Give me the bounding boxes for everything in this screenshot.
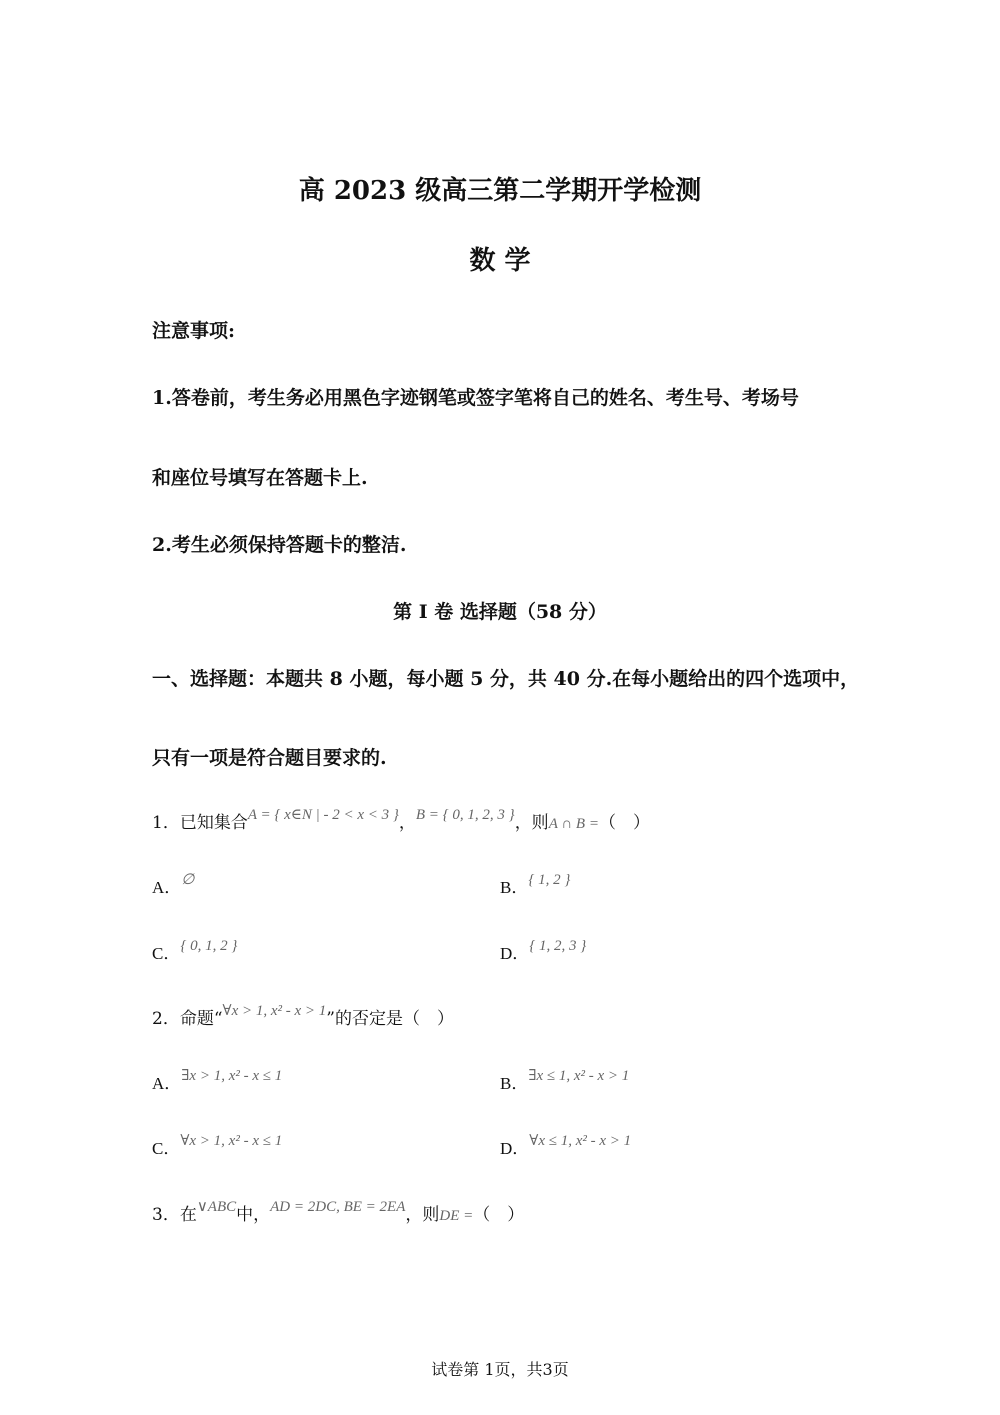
option-value: ∃x ≤ 1, x² - x > 1 (528, 1068, 630, 1084)
option-label: B． (500, 1074, 529, 1093)
section-title: 第 I 卷 选择题（58 分） (393, 601, 607, 623)
option-label: C． (152, 944, 181, 963)
option-value: { 0, 1, 2 } (180, 938, 238, 954)
question-1-then: ，则 (514, 813, 549, 833)
proposition-formula: ∀x > 1, x² - x > 1 (222, 1003, 327, 1019)
question-2 (152, 1004, 454, 1029)
set-a-formula: A = { x∈N | - 2 < x < 3 } (247, 807, 399, 823)
notice-line-2: 和座位号填写在答题卡上. (152, 467, 368, 489)
q1-option-d (500, 939, 586, 964)
option-value: ∅ (181, 872, 195, 888)
q2-option-c (152, 1134, 282, 1159)
option-value: ∃x > 1, x² - x ≤ 1 (181, 1068, 283, 1084)
q2-option-a (152, 1069, 282, 1094)
notice-line-1: 1.答卷前，考生务必用黑色字迹钢笔或签字笔将自己的姓名、考生号、考场号 (152, 387, 799, 409)
question-2-suffix: ”的否定是（ ） (326, 1009, 454, 1029)
option-label: B． (500, 878, 529, 897)
condition-formula: AD = 2DC, BE = 2EA (270, 1199, 406, 1215)
question-3-prefix: 3．在 (152, 1205, 197, 1225)
question-3-then: ，则 (405, 1205, 440, 1225)
vector-formula: DE = (439, 1208, 474, 1224)
question-1-paren: （ ） (598, 813, 650, 833)
notice-line-3: 2.考生必须保持答题卡的整洁. (152, 534, 407, 556)
question-3-mid: 中， (236, 1205, 271, 1225)
notice-heading: 注意事项: (152, 320, 236, 342)
question-1-prefix: 1．已知集合 (152, 813, 248, 833)
exam-title: 高 2023 级高三第二学期开学检测 (298, 176, 702, 206)
q2-option-d (500, 1134, 631, 1159)
intersection-formula: A ∩ B = (548, 816, 599, 832)
subject-title: 数 学 (469, 246, 531, 276)
option-value: { 1, 2 } (528, 872, 571, 888)
triangle-formula: ∨ABC (196, 1199, 237, 1215)
q1-option-a (152, 873, 194, 898)
question-3-paren: （ ） (473, 1205, 525, 1225)
q1-option-b (500, 873, 570, 898)
question-1 (152, 808, 650, 833)
q1-option-c (152, 939, 237, 964)
option-value: { 1, 2, 3 } (529, 938, 587, 954)
option-value: ∀x ≤ 1, x² - x > 1 (529, 1133, 632, 1149)
q2-option-b (500, 1069, 629, 1094)
option-label: A． (152, 1074, 182, 1093)
section-instruction-2: 只有一项是符合题目要求的. (152, 747, 387, 769)
set-b-formula: B = { 0, 1, 2, 3 } (415, 807, 515, 823)
option-label: D． (500, 1139, 530, 1158)
option-label: D． (500, 944, 530, 963)
question-1-comma: ， (398, 813, 416, 833)
section-instruction-1: 一、选择题：本题共 8 小题，每小题 5 分，共 40 分.在每小题给出的四个选项中， (152, 668, 860, 690)
option-label: C． (152, 1139, 181, 1158)
question-3 (152, 1200, 524, 1225)
option-value: ∀x > 1, x² - x ≤ 1 (180, 1133, 283, 1149)
page-footer: 试卷第 1页，共3页 (431, 1360, 569, 1379)
option-label: A． (152, 878, 182, 897)
question-2-prefix: 2．命题“ (152, 1009, 223, 1029)
